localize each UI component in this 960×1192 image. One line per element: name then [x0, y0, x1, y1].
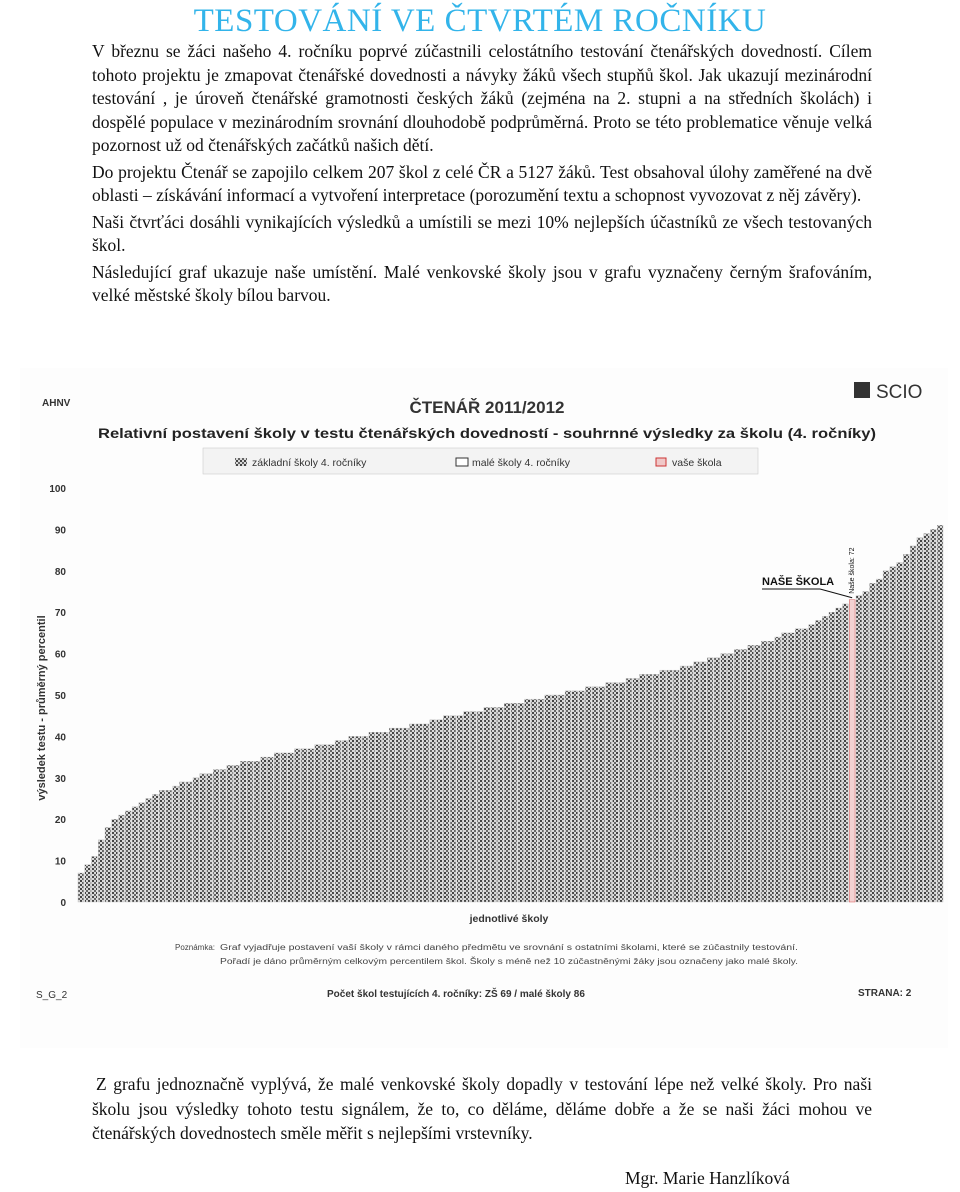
bar — [491, 707, 497, 902]
bar — [355, 736, 361, 902]
bar — [328, 745, 334, 902]
bar — [836, 608, 842, 902]
bar — [728, 654, 734, 902]
bar — [924, 534, 930, 902]
bar — [78, 873, 84, 902]
bar — [680, 666, 686, 902]
bar — [619, 683, 625, 902]
bar — [667, 670, 673, 902]
bar — [423, 724, 429, 902]
bar — [917, 538, 923, 902]
bar — [788, 633, 794, 902]
bar — [477, 712, 483, 902]
note-label: Poznámka: — [175, 943, 216, 952]
bar — [633, 678, 639, 902]
scio-logo — [854, 382, 922, 403]
legend-label-small-schools: malé školy 4. ročníky — [472, 457, 571, 469]
bar — [856, 596, 862, 902]
bar — [646, 674, 652, 902]
bar — [545, 695, 551, 902]
bar — [795, 629, 801, 902]
bar — [288, 753, 294, 902]
bar — [890, 567, 896, 902]
bar — [125, 811, 131, 902]
legend-swatch-small-schools — [456, 458, 468, 466]
bar — [213, 770, 219, 902]
bar — [741, 649, 747, 902]
annotation-label: NAŠE ŠKOLA — [762, 576, 835, 588]
bar — [673, 670, 679, 902]
intro-text — [92, 40, 872, 311]
bar — [85, 865, 91, 902]
y-tick-label-60: 60 — [54, 649, 66, 661]
y-tick-label-0: 0 — [60, 898, 66, 909]
bar — [267, 757, 273, 902]
bar — [335, 741, 341, 902]
bar — [403, 728, 409, 902]
bar — [876, 579, 882, 902]
bar — [497, 707, 503, 902]
bar — [558, 695, 564, 902]
bar — [937, 525, 943, 902]
bar — [92, 856, 98, 902]
bar — [240, 761, 246, 902]
bar — [98, 840, 104, 902]
legend-label-our-school: vaše škola — [672, 457, 722, 469]
bar — [782, 633, 788, 902]
bar — [565, 691, 571, 902]
x-axis-label: jednotlivé školy — [469, 913, 549, 925]
bar — [606, 683, 612, 902]
bar — [342, 741, 348, 902]
conclusion-text — [92, 1072, 872, 1146]
bar — [152, 794, 158, 902]
footer-right: STRANA: 2 — [858, 988, 912, 999]
bar — [768, 641, 774, 902]
bar — [653, 674, 659, 902]
bar — [274, 753, 280, 902]
bar-chart — [20, 368, 948, 1048]
bar — [815, 620, 821, 902]
bar — [572, 691, 578, 902]
figure-heading: ČTENÁŘ 2011/2012 — [409, 398, 565, 417]
bar — [626, 678, 632, 902]
bar — [504, 703, 510, 902]
bar — [707, 658, 713, 902]
bar — [281, 753, 287, 902]
bar — [450, 716, 456, 902]
our-school-annotation — [762, 547, 856, 597]
bar — [700, 662, 706, 902]
bar — [200, 774, 206, 902]
bar — [322, 745, 328, 902]
note-line-1: Graf vyjadřuje postavení vaší školy v rámci daného předmětu ve srovnání s ostatními školami, které se zúčastnily testování. — [220, 943, 798, 952]
bar — [822, 616, 828, 902]
bar-our-school — [849, 600, 855, 902]
bar — [694, 662, 700, 902]
bar — [389, 728, 395, 902]
figure-subheading: Relativní postavení školy v testu čtenářských dovedností - souhrnné výsledky za školu (4. ročníky) — [98, 426, 876, 441]
bar — [308, 749, 314, 902]
bar — [640, 674, 646, 902]
bar — [843, 604, 849, 902]
bar — [254, 761, 260, 902]
bar — [315, 745, 321, 902]
bar — [382, 732, 388, 902]
bar — [579, 691, 585, 902]
y-axis-label: výsledek testu - průměrný percentil — [36, 615, 48, 801]
corner-label: AHNV — [42, 398, 71, 409]
y-axis-ticks — [49, 484, 66, 909]
logo-mark-icon — [854, 382, 870, 398]
y-tick-label-30: 30 — [54, 773, 66, 785]
bar — [870, 583, 876, 902]
bar — [247, 761, 253, 902]
bar — [748, 645, 754, 902]
bar — [592, 687, 598, 902]
legend-swatch-our-school — [656, 458, 666, 466]
bar — [897, 563, 903, 902]
bar — [234, 765, 240, 902]
bar — [599, 687, 605, 902]
bar — [714, 658, 720, 902]
bar — [166, 790, 172, 902]
bar — [883, 571, 889, 902]
bar — [511, 703, 517, 902]
legend — [203, 448, 758, 474]
paragraph-3: Naši čtvrťáci dosáhli vynikajících výsledků a umístili se mezi 10% nejlepších účastníků ze všech testovaných škol. — [92, 211, 872, 255]
note-line-2: Pořadí je dáno průměrným celkovým percentilem škol. Školy s méně než 10 zúčastněnými žáky jsou označeny jako malé školy. — [220, 957, 798, 966]
paragraph-2: Do projektu Čtenář se zapojilo celkem 207 škol z celé ČR a 5127 žáků. Test obsahoval úlohy zaměřené na dvě oblasti – získávání informací a vytvoření interpretace (porozumění textu a schopnost vyvozovat z něj závěry). — [92, 161, 872, 205]
bar — [484, 707, 490, 902]
paragraph-1: V březnu se žáci našeho 4. ročníku poprvé zúčastnili celostátního testování čtenářských dovedností. Cílem tohoto projektu je zmapovat čtenářské dovednosti a návyky žáků všech stupňů škol. Jak ukazují mezinárodní testování , je úroveň čtenářské gramotnosti českých žáků (zejména na 2. stupni a na středních školách) i dospělé populace v mezinárodním srovnání dlouhodobě podprůměrná. Proto se této problematice věnuje velká pozornost už od čtenářských začátků našich dětí. — [92, 41, 872, 155]
bar — [734, 649, 740, 902]
bar — [525, 699, 531, 902]
conclusion-paragraph: Z grafu jednoznačně vyplývá, že malé venkovské školy dopadly v testování lépe než velké školy. Pro naši školu jsou výsledky tohoto testu signálem, že to, co děláme, děláme dobře a že se naši žáci mohou ve čtenářských dovednostech směle měřit s nejlepšími vrstevníky. — [92, 1074, 872, 1143]
bar — [761, 641, 767, 902]
bar — [132, 807, 138, 902]
y-tick-label-20: 20 — [54, 815, 66, 827]
signature: Mgr. Marie Hanzlíková — [625, 1168, 790, 1188]
footer-center: Počet škol testujících 4. ročníky: ZŠ 69 / malé školy 86 — [327, 989, 585, 1000]
bar — [518, 703, 524, 902]
bar — [903, 554, 909, 902]
bar — [775, 637, 781, 902]
y-tick-label-10: 10 — [54, 856, 66, 868]
y-tick-label-100: 100 — [49, 484, 66, 495]
bar — [146, 799, 152, 903]
bar — [159, 790, 165, 902]
bar — [112, 819, 118, 902]
bar — [660, 670, 666, 902]
bar — [193, 778, 199, 902]
scanned-chart-figure — [20, 368, 948, 1048]
bar — [139, 803, 145, 902]
bar — [220, 770, 226, 902]
bar — [119, 815, 125, 902]
bar — [295, 749, 301, 902]
bar — [809, 625, 815, 902]
bar — [910, 546, 916, 902]
bar — [612, 683, 618, 902]
bar — [802, 629, 808, 902]
bar — [755, 645, 761, 902]
bar — [687, 666, 693, 902]
paragraph-4: Následující graf ukazuje naše umístění. Malé venkovské školy jsou v grafu vyznačeny černým šrafováním, velké městské školy bílou barvou. — [92, 261, 872, 305]
bar — [362, 736, 368, 902]
page-title: TESTOVÁNÍ VE ČTVRTÉM ROČNÍKU — [193, 3, 767, 39]
y-tick-label-80: 80 — [54, 566, 66, 578]
bar — [829, 612, 835, 902]
bar — [930, 529, 936, 902]
footer-left: S_G_2 — [36, 990, 68, 1001]
bar — [105, 827, 111, 902]
bar — [207, 774, 213, 902]
bar — [470, 712, 476, 902]
bar — [410, 724, 416, 902]
bar — [464, 712, 470, 902]
bar — [721, 654, 727, 902]
bar — [416, 724, 422, 902]
logo-text: SCIO — [876, 382, 923, 403]
y-tick-label-50: 50 — [54, 691, 66, 702]
bar — [538, 699, 544, 902]
bar — [369, 732, 375, 902]
bar — [585, 687, 591, 902]
bar — [227, 765, 233, 902]
annotation-pointer — [820, 589, 852, 598]
y-tick-label-70: 70 — [54, 608, 66, 620]
bar — [349, 736, 355, 902]
bar — [301, 749, 307, 902]
bar — [863, 592, 869, 903]
y-tick-label-90: 90 — [54, 525, 66, 537]
y-tick-label-40: 40 — [54, 732, 66, 744]
highlight-bar-label: Naše škola: 72 — [849, 547, 857, 594]
bar — [376, 732, 382, 902]
bar — [396, 728, 402, 902]
legend-swatch-schools — [235, 458, 247, 466]
bar — [443, 716, 449, 902]
figure-note — [175, 943, 798, 966]
legend-label-schools: základní školy 4. ročníky — [252, 457, 367, 469]
bar — [179, 782, 185, 902]
bar — [457, 716, 463, 902]
bar — [552, 695, 558, 902]
bar — [430, 720, 436, 902]
bar — [186, 782, 192, 902]
bar — [261, 757, 267, 902]
bar — [531, 699, 537, 902]
bar — [437, 720, 443, 902]
bar — [173, 786, 179, 902]
